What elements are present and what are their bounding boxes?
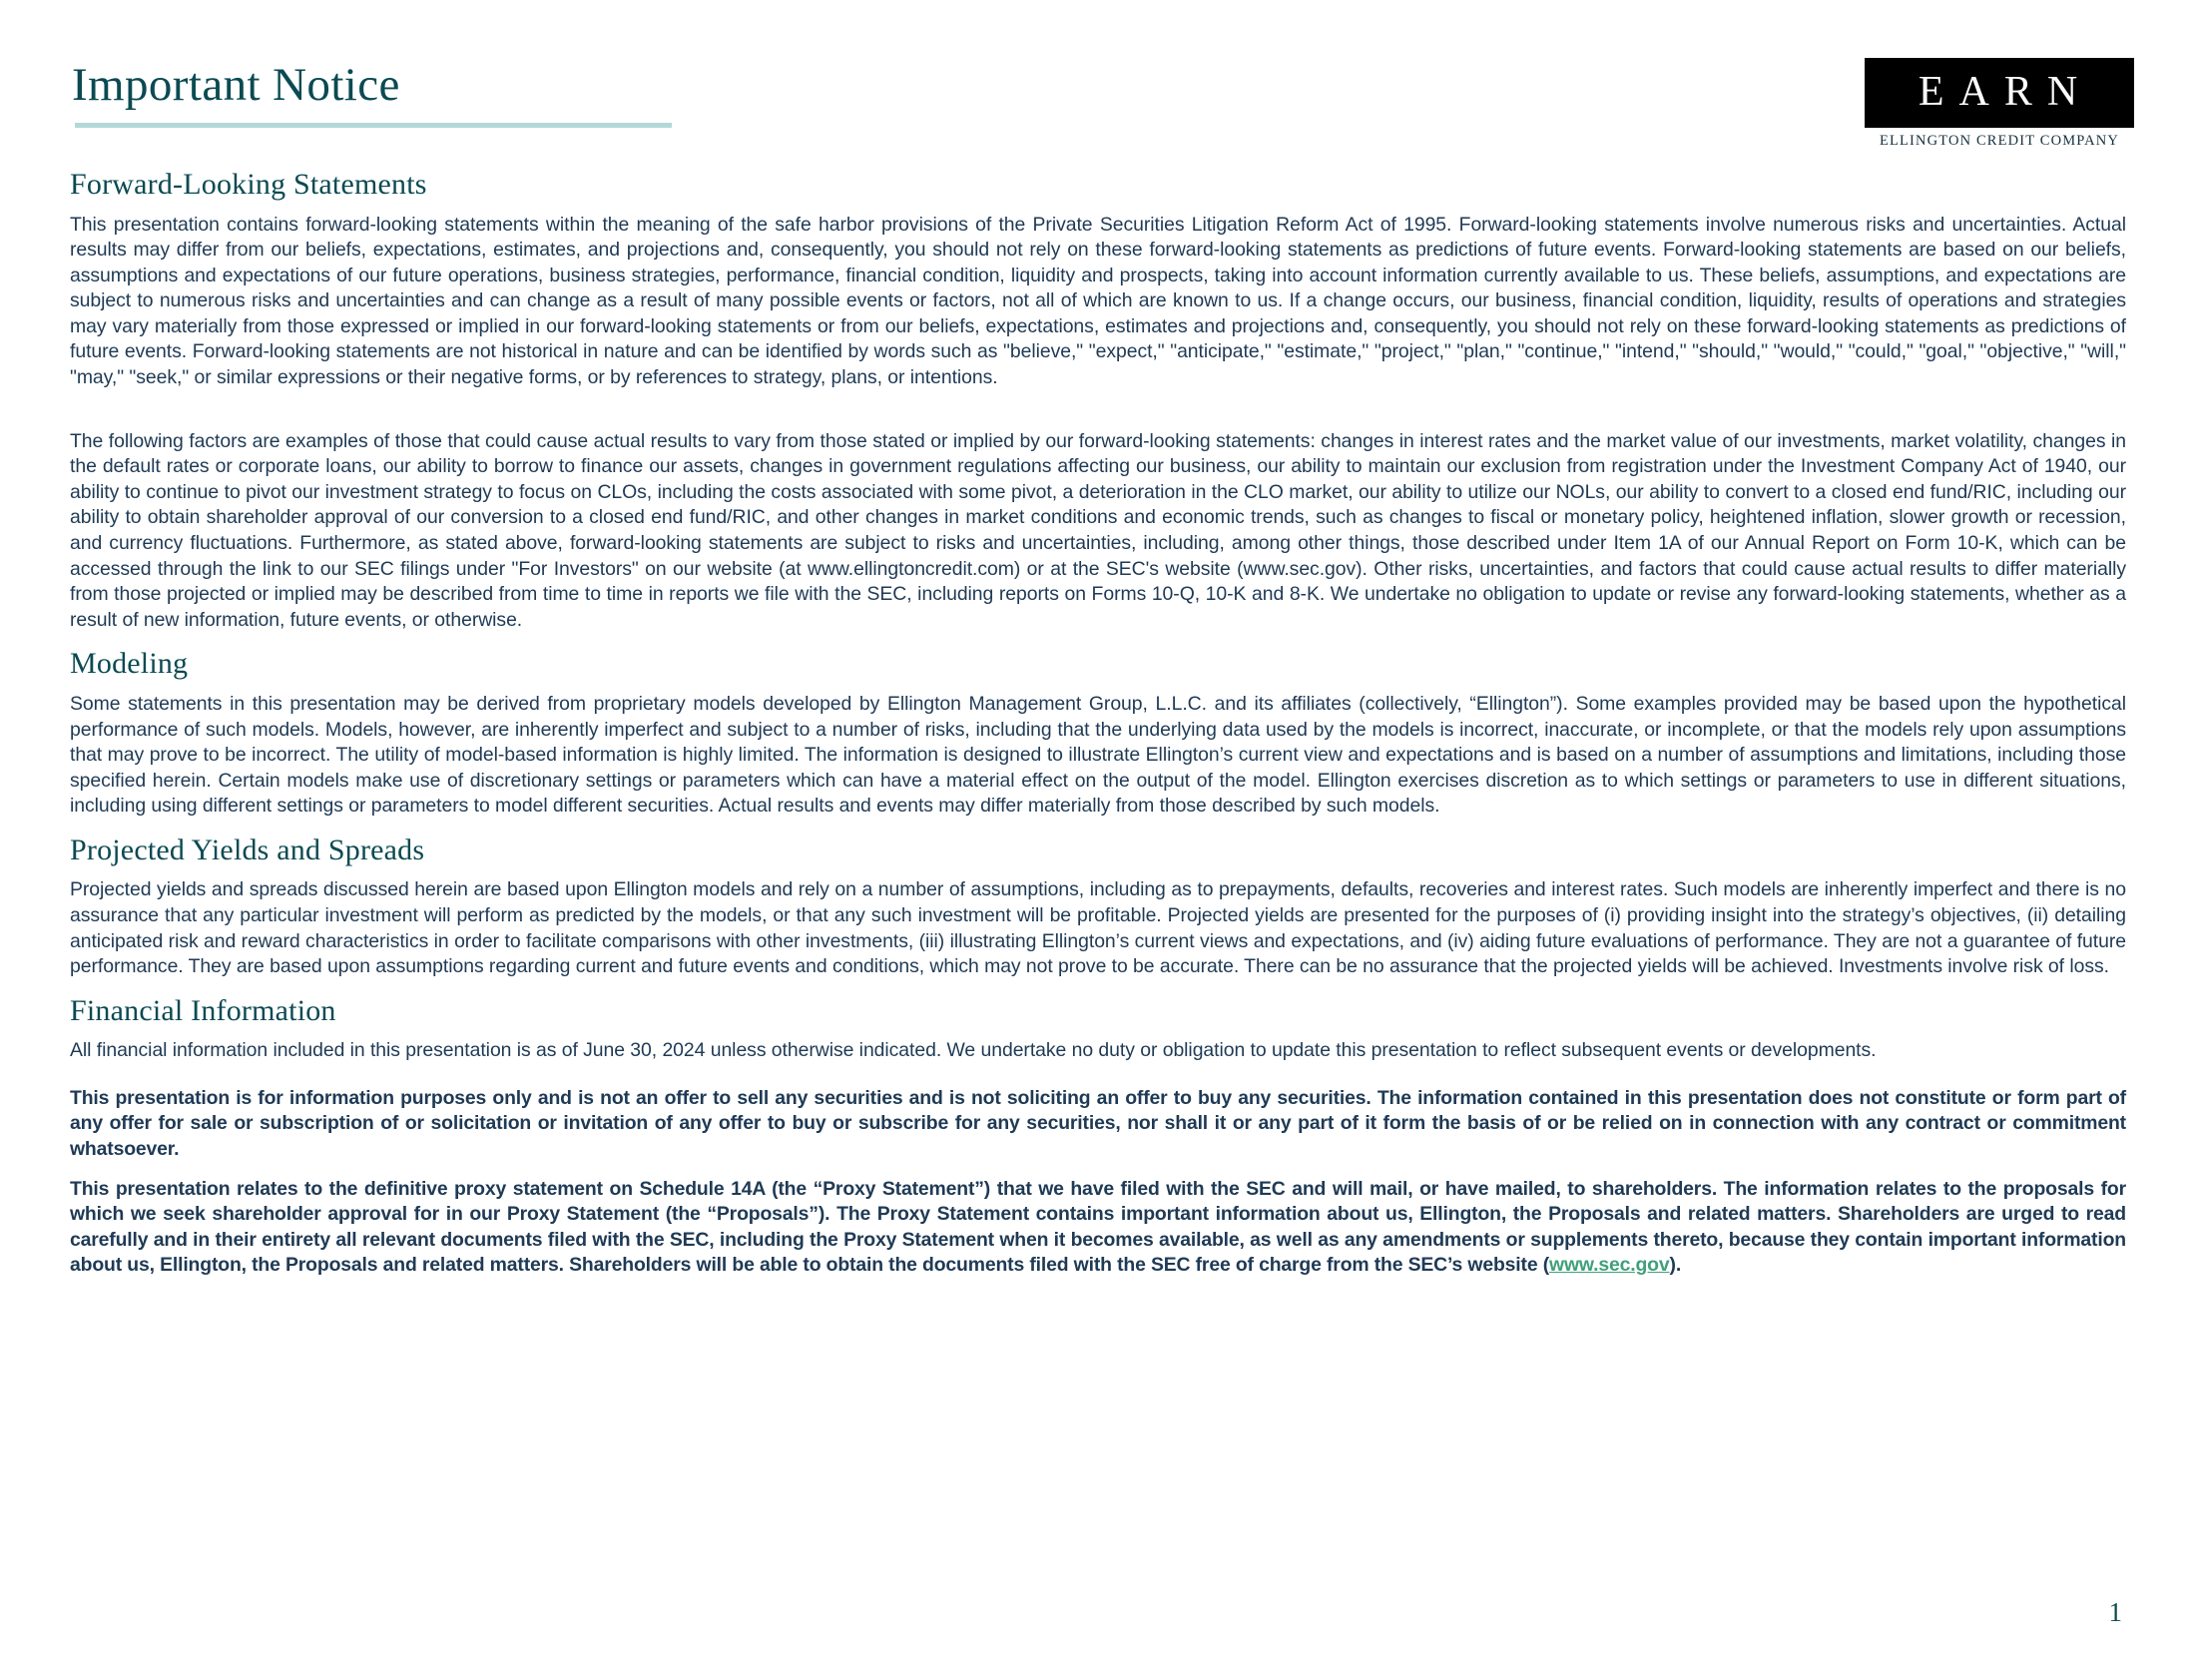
paragraph-spacer xyxy=(70,391,2126,429)
logo-ticker-earn: EARN xyxy=(1865,58,2134,128)
page-header xyxy=(0,0,2196,160)
paragraph-proxy-disclaimer xyxy=(70,1177,2126,1279)
heading-modeling: Modeling xyxy=(70,647,189,681)
page-content xyxy=(70,168,2126,1279)
logo-company-name: ELLINGTON CREDIT COMPANY xyxy=(1879,133,2119,149)
paragraph-financial-information: All financial information included in this presentation is as of June 30, 2024 unless otherwise indicated. We undertake no duty or obligation to update this presentation to reflect subsequent events or developments. xyxy=(70,1039,1877,1062)
page-number: 1 xyxy=(2108,1597,2122,1627)
title-underline-rule xyxy=(75,123,672,128)
paragraph-projected-yields: Projected yields and spreads discussed herein are based upon Ellington models and rely on a number of assumptions, including as to prepayments, defaults, recoveries and interest rates. Such models are inherently imperfect and there is no assurance that any particular investment will perform as predicted by the models, or that any such investment will be profitable. Projected yields are presented for the purposes of (i) providing insight into the strategy’s objectives, (ii) detailing anticipated risk and reward characteristics in order to facilitate comparisons with other investments, (iii) illustrating Ellington’s current views and expectations, and (iv) aiding future evaluations of performance. They are not a guarantee of future performance. They are based upon assumptions regarding current and future events and conditions, which may not prove to be accurate. There can be no assurance that the projected yields will be achieved. Investments involve risk of loss. xyxy=(70,878,2126,978)
heading-forward-looking-statements: Forward-Looking Statements xyxy=(70,168,427,201)
paragraph-offer-disclaimer: This presentation is for information purposes only and is not an offer to sell any securities and is not soliciting an offer to buy any securities. The information contained in this presentation does not constitute or form part of any offer for sale or subscription of or solicitation or invitation of any offer to buy or subscribe for any securities, nor shall it or any part of it form the basis of or be relied on in connection with any contract or commitment whatsoever. xyxy=(70,1086,2126,1161)
paragraph-modeling: Some statements in this presentation may be derived from proprietary models developed by Ellington Management Group, L.L.C. and its affiliates (collectively, “Ellington”). Some examples provided may be based upon the hypothetical performance of such models. Models, however, are inherently imperfect and subject to a number of risks, including that the underlying data used by the models is incorrect, inaccurate, or incomplete, or that the models rely upon assumptions that may prove to be incorrect. The utility of model-based information is highly limited. The information is designed to illustrate Ellington’s current view and expectations and is based on a number of assumptions and limitations, including those specified herein. Certain models make use of discretionary settings or parameters which can have a material effect on the output of the model. Ellington exercises discretion as to which settings or parameters to use in different situations, including using different settings or parameters to model different securities. Actual results and events may differ materially from those described by such models. xyxy=(70,692,2126,818)
paragraph-spacer xyxy=(70,1064,2126,1086)
page-title: Important Notice xyxy=(72,59,400,111)
proxy-disclaimer-text: This presentation relates to the definitive proxy statement on Schedule 14A (the “Proxy Statement”) that we have filed with the SEC and will mail, or have mailed, to shareholders. The information relates to the proposals for which we seek shareholder approval for in our Proxy Statement (the “Proposals”). The Proxy Statement contains important information about us, Ellington, the Proposals and related matters. Shareholders are urged to read carefully and in their entirety all relevant documents filed with the SEC, including the Proxy Statement when it becomes available, as well as any amendments or supplements thereto, because they contain important information about us, Ellington, the Proposals and related matters. Shareholders will be able to obtain the documents filed with the SEC free of charge from the SEC’s website ( xyxy=(70,1177,2126,1277)
company-logo xyxy=(1865,58,2134,150)
heading-projected-yields-and-spreads: Projected Yields and Spreads xyxy=(70,833,425,866)
paragraph-forward-looking-2: The following factors are examples of those that could cause actual results to vary from those stated or implied by our forward-looking statements: changes in interest rates and the market value of our investments, market volatility, changes in the default rates or corporate loans, our ability to borrow to finance our assets, changes in government regulations affecting our business, our ability to maintain our exclusion from registration under the Investment Company Act of 1940, our ability to continue to pivot our investment strategy to focus on CLOs, including the costs associated with some pivot, a deterioration in the CLO market, our ability to utilize our NOLs, our ability to convert to a closed end fund/RIC, including our ability to obtain shareholder approval of our conversion to a closed end fund/RIC, and other changes in market conditions and economic trends, such as changes to fiscal or monetary policy, heightened inflation, slower growth or recession, and currency fluctuations. Furthermore, as stated above, forward-looking statements are subject to risks and uncertainties, including, among other things, those described under Item 1A of our Annual Report on Form 10-K, which can be accessed through the link to our SEC filings under "For Investors" on our website (at www.ellingtoncredit.com) or at the SEC's website (www.sec.gov). Other risks, uncertainties, and factors that could cause actual results to differ materially from those projected or implied may be described from time to time in reports we file with the SEC, including reports on Forms 10-Q, 10-K and 8-K. We undertake no obligation to update or revise any forward-looking statements, whether as a result of new information, future events, or otherwise. xyxy=(70,429,2126,631)
sec-gov-link[interactable]: www.sec.gov xyxy=(1549,1254,1670,1277)
paragraph-forward-looking-1: This presentation contains forward-looking statements within the meaning of the safe harbor provisions of the Private Securities Litigation Reform Act of 1995. Forward-looking statements involve numerous risks and uncertainties. Actual results may differ from our beliefs, expectations, estimates, and projections and, consequently, you should not rely on these forward-looking statements as predictions of future events. Forward-looking statements are based on our beliefs, assumptions and expectations of our future operations, business strategies, performance, financial condition, liquidity and prospects, taking into account information currently available to us. These beliefs, assumptions, and expectations are subject to numerous risks and uncertainties and can change as a result of many possible events or factors, not all of which are known to us. If a change occurs, our business, financial condition, liquidity, results of operations and strategies may vary materially from those expressed or implied in our forward-looking statements or from our beliefs, expectations, estimates and projections and, consequently, you should not rely on these forward-looking statements as predictions of future events. Forward-looking statements are not historical in nature and can be identified by words such as "believe," "expect," "anticipate," "estimate," "project," "plan," "continue," "intend," "should," "would," "could," "goal," "objective," "will," "may," "seek," or similar expressions or their negative forms, or by references to strategy, plans, or intentions. xyxy=(70,213,2126,389)
paragraph-spacer xyxy=(70,1163,2126,1177)
heading-financial-information: Financial Information xyxy=(70,993,336,1027)
proxy-disclaimer-text-tail: ). xyxy=(1669,1254,1682,1277)
